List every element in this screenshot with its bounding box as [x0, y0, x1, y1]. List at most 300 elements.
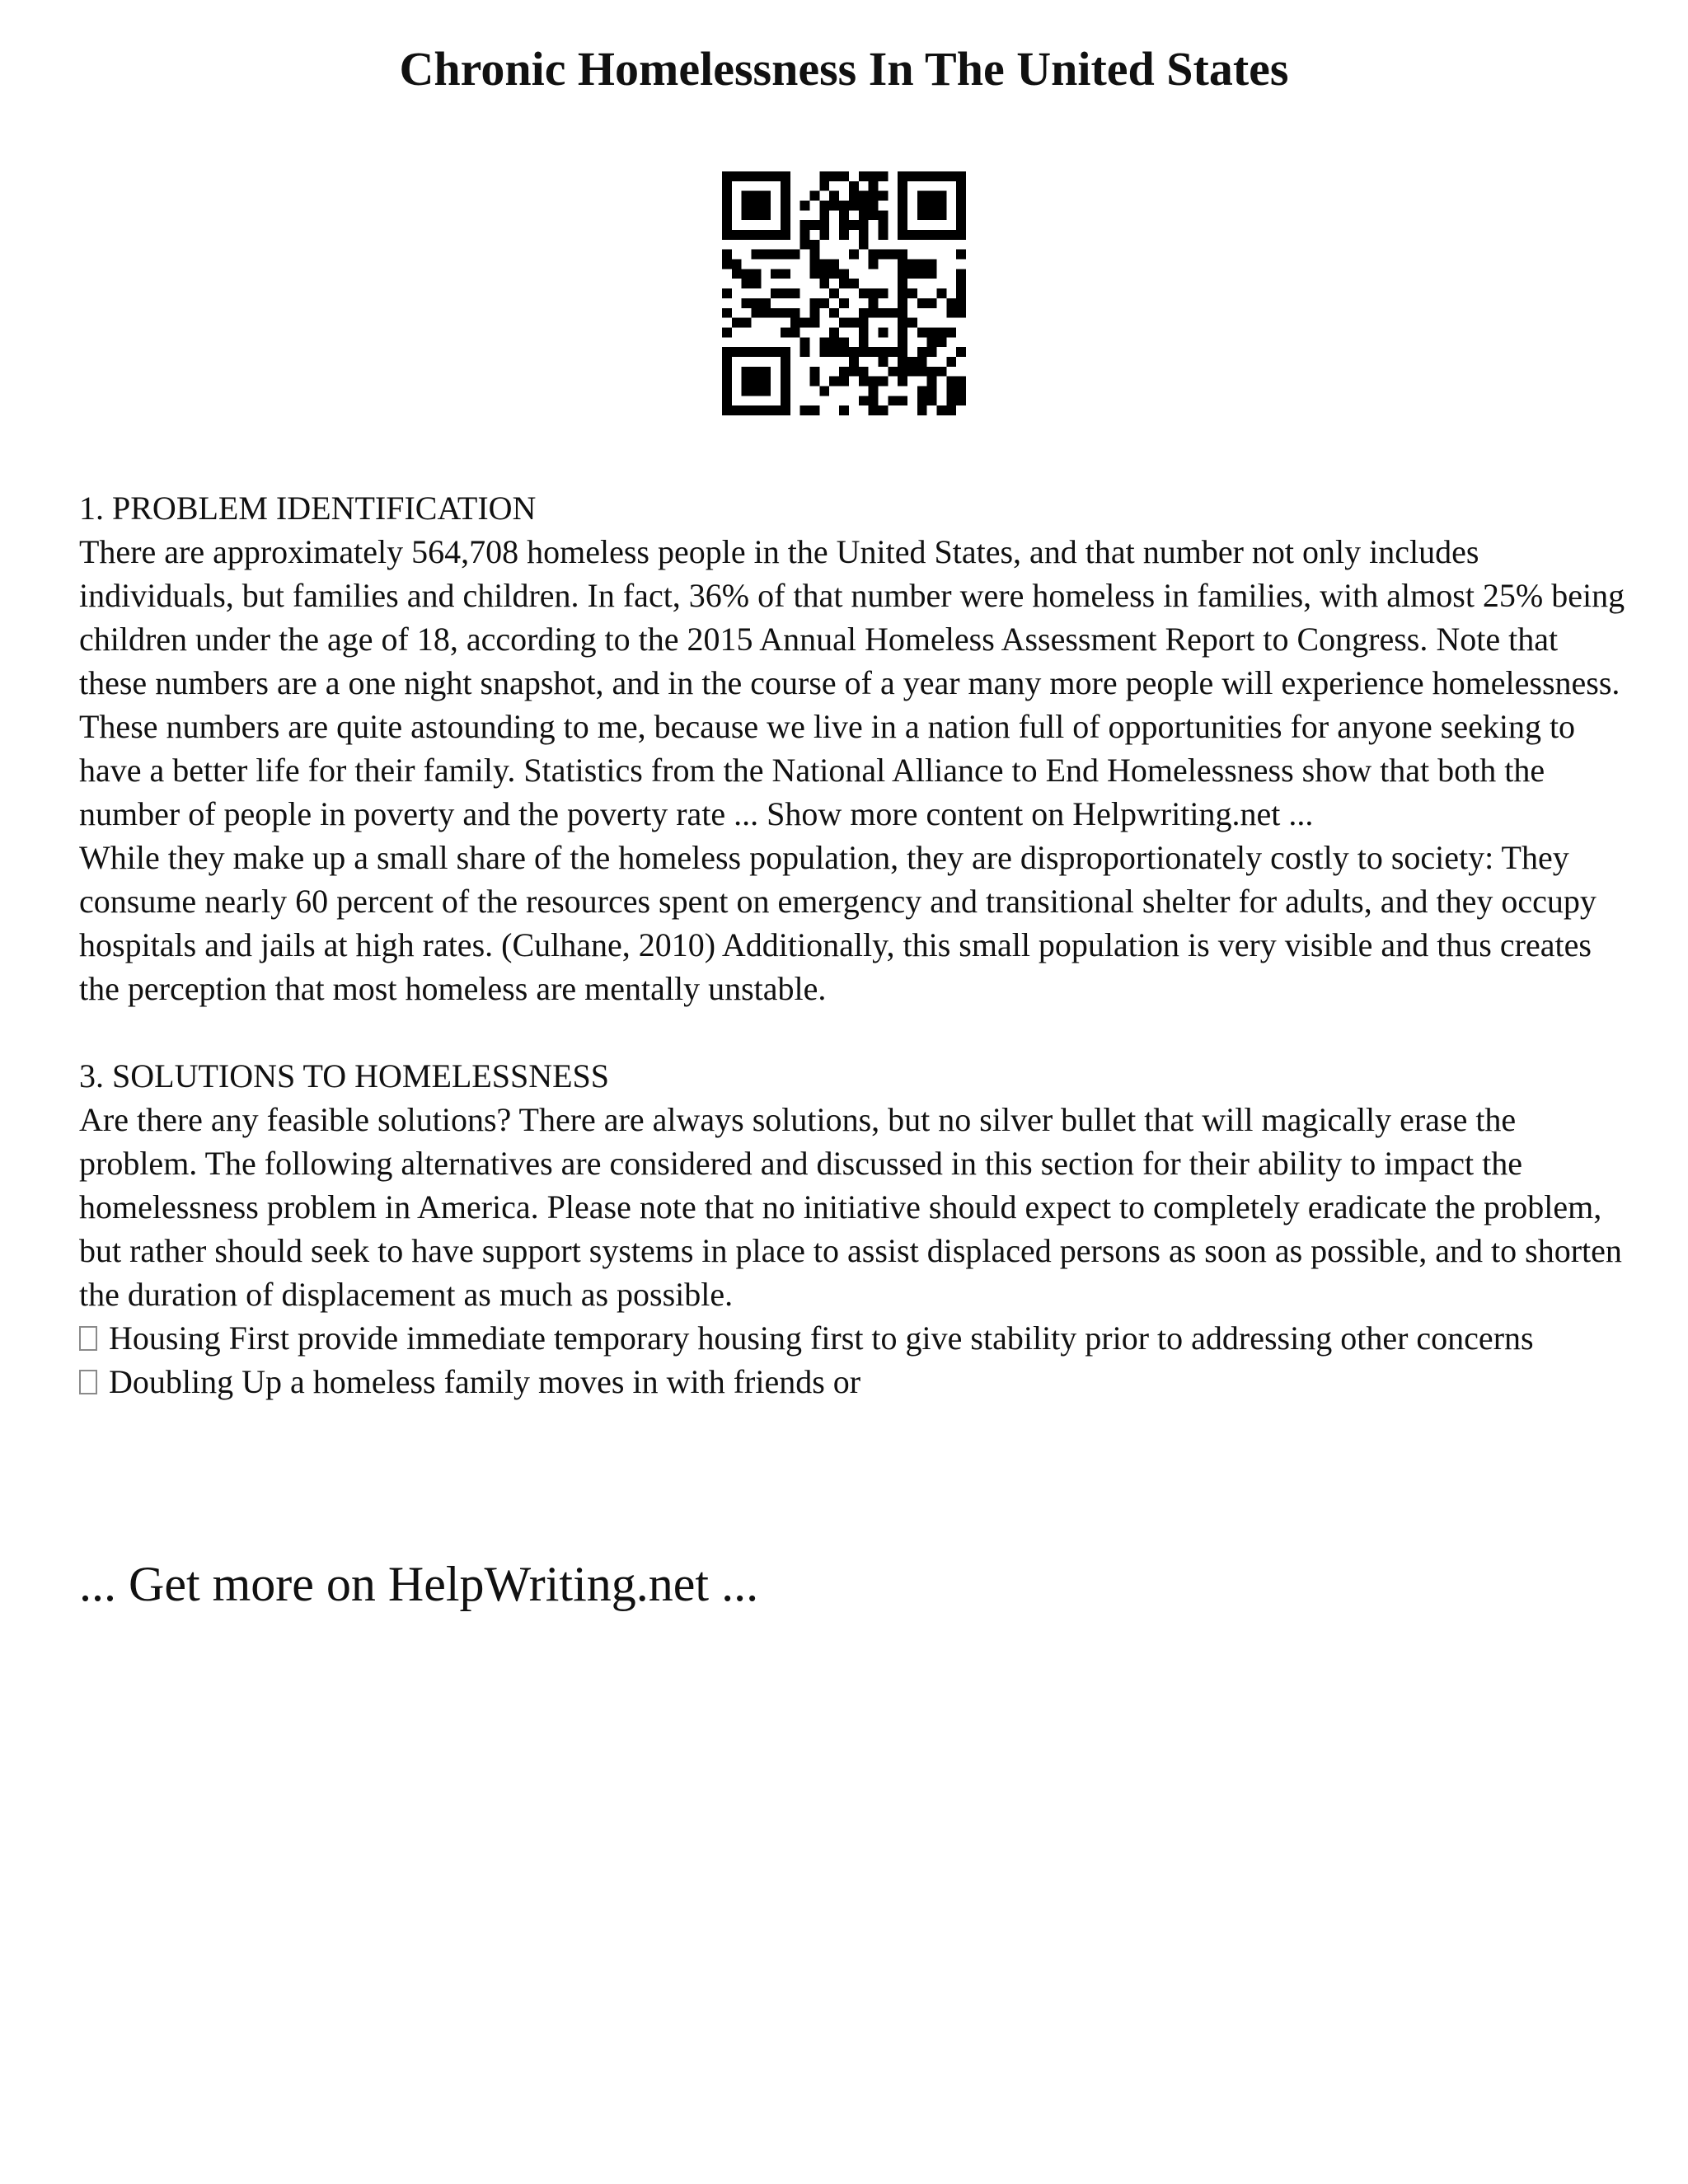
qr-module — [956, 171, 966, 181]
qr-module — [917, 191, 927, 201]
qr-module — [742, 386, 752, 396]
qr-module — [722, 308, 732, 318]
qr-module — [917, 230, 927, 240]
qr-module — [742, 298, 752, 308]
qr-module — [781, 327, 790, 337]
qr-module — [927, 347, 937, 357]
qr-module — [781, 386, 790, 396]
get-more-link[interactable]: ... Get more on HelpWriting.net ... — [79, 1557, 759, 1611]
qr-module — [917, 171, 927, 181]
qr-module — [898, 230, 907, 240]
qr-module — [722, 201, 732, 211]
qr-module — [956, 201, 966, 211]
qr-module — [819, 171, 829, 181]
qr-module — [819, 201, 829, 211]
qr-module — [829, 347, 839, 357]
qr-module — [946, 230, 956, 240]
qr-module — [956, 279, 966, 288]
qr-module — [869, 171, 879, 181]
qr-module — [888, 347, 898, 357]
qr-module — [819, 337, 829, 347]
qr-module — [849, 357, 859, 367]
qr-module — [878, 308, 888, 318]
qr-module — [859, 327, 869, 337]
qr-module — [907, 357, 917, 367]
qr-module — [742, 318, 752, 328]
qr-module — [946, 357, 956, 367]
qr-module — [917, 269, 927, 279]
qr-module — [790, 327, 800, 337]
qr-module — [849, 191, 859, 201]
qr-module — [849, 279, 859, 288]
qr-module — [742, 367, 752, 377]
qr-module — [917, 260, 927, 269]
paragraph-problem-1: There are approximately 564,708 homeless people in the United States, and that number not only includes individuals, but families and children. In fact, 36% of that number were homeless in families, with almost 25% being children under the age of 18, according to the 2015 Annual Homeless Assessment Report to Congress. Note that these numbers are a one night snapshot, and in the course of a year many more people will experience homelessness. These numbers are quite astounding to me, because we live in a nation full of opportunities for anyone seeking to have a better life for their family. Statistics from the National Alliance to End Homelessness show that both the number of people in poverty and the poverty rate ... Show more content on Helpwriting.net ... — [79, 533, 1625, 832]
qr-module — [829, 288, 839, 298]
qr-module — [859, 367, 869, 377]
qr-module — [781, 396, 790, 405]
qr-code-icon — [722, 171, 966, 415]
qr-module — [859, 337, 869, 347]
section-spacer — [79, 1010, 1629, 1054]
qr-module — [946, 405, 956, 415]
qr-module — [917, 327, 927, 337]
qr-module — [956, 347, 966, 357]
section-heading-problem: 1. PROBLEM IDENTIFICATION — [79, 490, 537, 527]
qr-module — [819, 230, 829, 240]
qr-module — [761, 386, 771, 396]
qr-module — [752, 386, 762, 396]
qr-module — [752, 201, 762, 211]
qr-module — [869, 396, 879, 405]
qr-module — [839, 220, 849, 230]
qr-module — [898, 377, 907, 387]
qr-module — [761, 308, 771, 318]
qr-module — [907, 318, 917, 328]
missing-glyph-box-icon — [79, 1326, 97, 1351]
qr-module — [898, 396, 907, 405]
qr-module — [752, 191, 762, 201]
qr-module — [819, 260, 829, 269]
qr-module — [927, 191, 937, 201]
qr-module — [917, 405, 927, 415]
qr-module — [800, 347, 810, 357]
qr-module — [722, 405, 732, 415]
qr-module — [878, 357, 888, 367]
qr-module — [869, 405, 879, 415]
qr-module — [917, 210, 927, 220]
qr-module — [839, 230, 849, 240]
qr-module — [771, 230, 781, 240]
qr-module — [956, 288, 966, 298]
qr-module — [742, 191, 752, 201]
qr-module — [819, 181, 829, 191]
qr-module — [761, 250, 771, 260]
qr-module — [781, 308, 790, 318]
paragraph-problem-2: While they make up a small share of the homeless population, they are disproportionately costly to society: They consume nearly 60 percent of the resources spent on emergency and transitional shelter for adults, and they occupy hospitals and jails at high rates. (Culhane, 2010) Additionally, this small population is very visible and thus creates the perception that most homeless are mentally unstable. — [79, 839, 1597, 1007]
qr-module — [859, 220, 869, 230]
paragraph-solutions-1: Are there any feasible solutions? There are always solutions, but no silver bullet that will magically erase the problem. The following alternatives are considered and discussed in this section for their ability to impact the homelessness problem in America. Please note that no initiative should expect to completely eradicate the problem, but rather should seek to have support systems in place to assist displaced persons as soon as possible, and to shorten the duration of displacement as much as possible. — [79, 1101, 1622, 1313]
qr-module — [888, 250, 898, 260]
qr-module — [761, 230, 771, 240]
qr-module — [956, 396, 966, 405]
qr-module — [898, 318, 907, 328]
section-heading-solutions: 3. SOLUTIONS TO HOMELESSNESS — [79, 1057, 610, 1094]
qr-module — [859, 288, 869, 298]
qr-module — [761, 367, 771, 377]
qr-module — [722, 260, 732, 269]
qr-module — [800, 337, 810, 347]
qr-module — [946, 298, 956, 308]
qr-module — [761, 298, 771, 308]
qr-module — [839, 269, 849, 279]
qr-module — [898, 191, 907, 201]
qr-module — [790, 288, 800, 298]
qr-module — [781, 230, 790, 240]
qr-module — [936, 201, 946, 211]
qr-module — [849, 347, 859, 357]
qr-module — [936, 405, 946, 415]
qr-module — [869, 250, 879, 260]
qr-module — [761, 171, 771, 181]
qr-module — [956, 308, 966, 318]
qr-module — [781, 347, 790, 357]
qr-module — [869, 377, 879, 387]
qr-module — [878, 327, 888, 337]
qr-module — [839, 377, 849, 387]
qr-module — [878, 347, 888, 357]
qr-module — [859, 210, 869, 220]
qr-module — [936, 367, 946, 377]
qr-module — [907, 230, 917, 240]
qr-module — [781, 288, 790, 298]
qr-module — [781, 357, 790, 367]
qr-module — [869, 288, 879, 298]
qr-module — [810, 250, 820, 260]
qr-module — [927, 260, 937, 269]
qr-module — [927, 171, 937, 181]
qr-module — [790, 308, 800, 318]
qr-module — [917, 298, 927, 308]
qr-module — [927, 377, 937, 387]
qr-module — [761, 191, 771, 201]
qr-module — [732, 318, 742, 328]
qr-module — [722, 191, 732, 201]
qr-module — [927, 298, 937, 308]
qr-module — [869, 191, 879, 201]
qr-module — [819, 269, 829, 279]
qr-module — [790, 250, 800, 260]
qr-module — [917, 201, 927, 211]
qr-module — [810, 377, 820, 387]
qr-module — [732, 269, 742, 279]
qr-module — [781, 220, 790, 230]
qr-module — [898, 269, 907, 279]
qr-module — [869, 347, 879, 357]
qr-module — [898, 210, 907, 220]
qr-module — [839, 171, 849, 181]
qr-module — [956, 210, 966, 220]
qr-module — [898, 357, 907, 367]
qr-module — [810, 191, 820, 201]
qr-module — [907, 288, 917, 298]
qr-module — [878, 250, 888, 260]
qr-module — [859, 347, 869, 357]
qr-module — [771, 347, 781, 357]
qr-module — [742, 377, 752, 387]
qr-module — [936, 230, 946, 240]
qr-module — [742, 405, 752, 415]
qr-module — [946, 171, 956, 181]
qr-module — [859, 171, 869, 181]
qr-module — [742, 210, 752, 220]
qr-module — [732, 405, 742, 415]
qr-module — [722, 377, 732, 387]
qr-module — [781, 210, 790, 220]
qr-module — [771, 405, 781, 415]
qr-module — [936, 210, 946, 220]
qr-module — [752, 347, 762, 357]
qr-module — [927, 337, 937, 347]
qr-module — [849, 367, 859, 377]
qr-module — [859, 201, 869, 211]
qr-module — [839, 318, 849, 328]
qr-module — [859, 240, 869, 250]
qr-module — [732, 230, 742, 240]
qr-module — [752, 367, 762, 377]
qr-module — [761, 377, 771, 387]
bullet-text: Housing First provide immediate temporary housing first to give stability prior to addressing other concerns — [109, 1319, 1534, 1357]
qr-module — [829, 308, 839, 318]
qr-module — [810, 318, 820, 328]
qr-module — [849, 318, 859, 328]
qr-module — [839, 279, 849, 288]
qr-module — [898, 298, 907, 308]
article-body — [79, 486, 1629, 1404]
bullet-item-doubling-up — [79, 1360, 1629, 1404]
qr-module — [849, 181, 859, 191]
qr-module — [810, 405, 820, 415]
qr-module — [722, 220, 732, 230]
qr-module — [800, 318, 810, 328]
qr-module — [956, 230, 966, 240]
qr-module — [829, 377, 839, 387]
qr-module — [752, 230, 762, 240]
qr-module — [878, 210, 888, 220]
qr-module — [790, 318, 800, 328]
qr-module — [898, 220, 907, 230]
qr-module — [859, 377, 869, 387]
qr-module — [771, 171, 781, 181]
qr-module — [839, 337, 849, 347]
qr-module — [810, 367, 820, 377]
qr-module — [898, 337, 907, 347]
qr-module — [859, 308, 869, 318]
qr-module — [829, 171, 839, 181]
qr-module — [800, 220, 810, 230]
qr-module — [839, 210, 849, 220]
qr-module — [936, 171, 946, 181]
qr-module — [732, 171, 742, 181]
qr-module — [742, 269, 752, 279]
qr-module — [898, 288, 907, 298]
qr-module — [946, 377, 956, 387]
qr-module — [878, 405, 888, 415]
qr-module — [829, 201, 839, 211]
qr-module — [946, 308, 956, 318]
qr-module — [917, 396, 927, 405]
qr-module — [722, 230, 732, 240]
qr-module — [839, 405, 849, 415]
qr-module — [819, 220, 829, 230]
qr-module — [752, 377, 762, 387]
qr-module — [742, 171, 752, 181]
qr-module — [722, 367, 732, 377]
qr-module — [878, 171, 888, 181]
qr-module — [956, 269, 966, 279]
qr-module — [781, 191, 790, 201]
qr-module — [810, 220, 820, 230]
qr-module — [732, 260, 742, 269]
qr-module — [781, 201, 790, 211]
qr-module — [956, 298, 966, 308]
qr-module — [810, 260, 820, 269]
qr-module — [878, 377, 888, 387]
qr-module — [927, 201, 937, 211]
qr-module — [907, 171, 917, 181]
qr-module — [761, 405, 771, 415]
qr-module — [829, 337, 839, 347]
qr-module — [956, 250, 966, 260]
qr-module — [829, 260, 839, 269]
qr-module — [917, 367, 927, 377]
qr-module — [810, 269, 820, 279]
qr-module — [839, 298, 849, 308]
qr-module — [927, 210, 937, 220]
qr-module — [819, 386, 829, 396]
missing-glyph-box-icon — [79, 1370, 97, 1394]
qr-module — [722, 327, 732, 337]
qr-module — [839, 201, 849, 211]
qr-module — [898, 260, 907, 269]
qr-module — [878, 220, 888, 230]
qr-module — [859, 396, 869, 405]
qr-module — [869, 308, 879, 318]
qr-module — [722, 210, 732, 220]
qr-module — [936, 337, 946, 347]
qr-module — [898, 181, 907, 191]
qr-module — [849, 250, 859, 260]
qr-module — [956, 181, 966, 191]
qr-module — [898, 308, 907, 318]
qr-module — [761, 347, 771, 357]
qr-module — [810, 298, 820, 308]
qr-module — [722, 288, 732, 298]
qr-module — [752, 279, 762, 288]
qr-module — [800, 240, 810, 250]
qr-module — [722, 357, 732, 367]
qr-module — [888, 367, 898, 377]
qr-code — [722, 171, 966, 415]
qr-module — [771, 288, 781, 298]
qr-module — [742, 279, 752, 288]
qr-module — [936, 288, 946, 298]
qr-module — [819, 298, 829, 308]
qr-module — [819, 347, 829, 357]
page-title: Chronic Homelessness In The United States — [399, 42, 1289, 96]
qr-module — [742, 201, 752, 211]
qr-module — [878, 191, 888, 201]
qr-module — [927, 386, 937, 396]
qr-module — [898, 327, 907, 337]
qr-module — [839, 347, 849, 357]
qr-module — [761, 210, 771, 220]
qr-module — [927, 396, 937, 405]
qr-module — [771, 250, 781, 260]
qr-module — [907, 269, 917, 279]
qr-module — [946, 396, 956, 405]
qr-module — [722, 181, 732, 191]
qr-module — [752, 308, 762, 318]
qr-module — [898, 171, 907, 181]
qr-module — [800, 405, 810, 415]
qr-module — [781, 269, 790, 279]
qr-module — [752, 250, 762, 260]
qr-module — [859, 230, 869, 240]
qr-module — [927, 230, 937, 240]
qr-module — [810, 308, 820, 318]
qr-module — [927, 367, 937, 377]
qr-module — [898, 250, 907, 260]
qr-module — [878, 230, 888, 240]
qr-module — [859, 191, 869, 201]
qr-module — [917, 357, 927, 367]
qr-module — [800, 230, 810, 240]
qr-module — [849, 220, 859, 230]
qr-module — [849, 201, 859, 211]
qr-module — [781, 377, 790, 387]
qr-module — [898, 279, 907, 288]
qr-module — [907, 260, 917, 269]
qr-module — [819, 210, 829, 220]
qr-module — [869, 201, 879, 211]
bullet-text: Doubling Up a homeless family moves in with friends or — [109, 1363, 861, 1400]
qr-module — [829, 269, 839, 279]
qr-module — [781, 405, 790, 415]
qr-module — [956, 220, 966, 230]
qr-module — [722, 347, 732, 357]
qr-module — [927, 269, 937, 279]
qr-module — [752, 171, 762, 181]
qr-module — [878, 288, 888, 298]
qr-module — [722, 386, 732, 396]
qr-module — [839, 367, 849, 377]
qr-module — [752, 405, 762, 415]
qr-module — [869, 386, 879, 396]
qr-module — [819, 279, 829, 288]
qr-module — [829, 327, 839, 337]
qr-module — [742, 230, 752, 240]
qr-module — [946, 386, 956, 396]
qr-module — [859, 318, 869, 328]
qr-module — [781, 171, 790, 181]
qr-module — [752, 269, 762, 279]
qr-module — [956, 386, 966, 396]
qr-module — [927, 327, 937, 337]
qr-module — [869, 298, 879, 308]
qr-module — [869, 260, 879, 269]
qr-module — [732, 347, 742, 357]
